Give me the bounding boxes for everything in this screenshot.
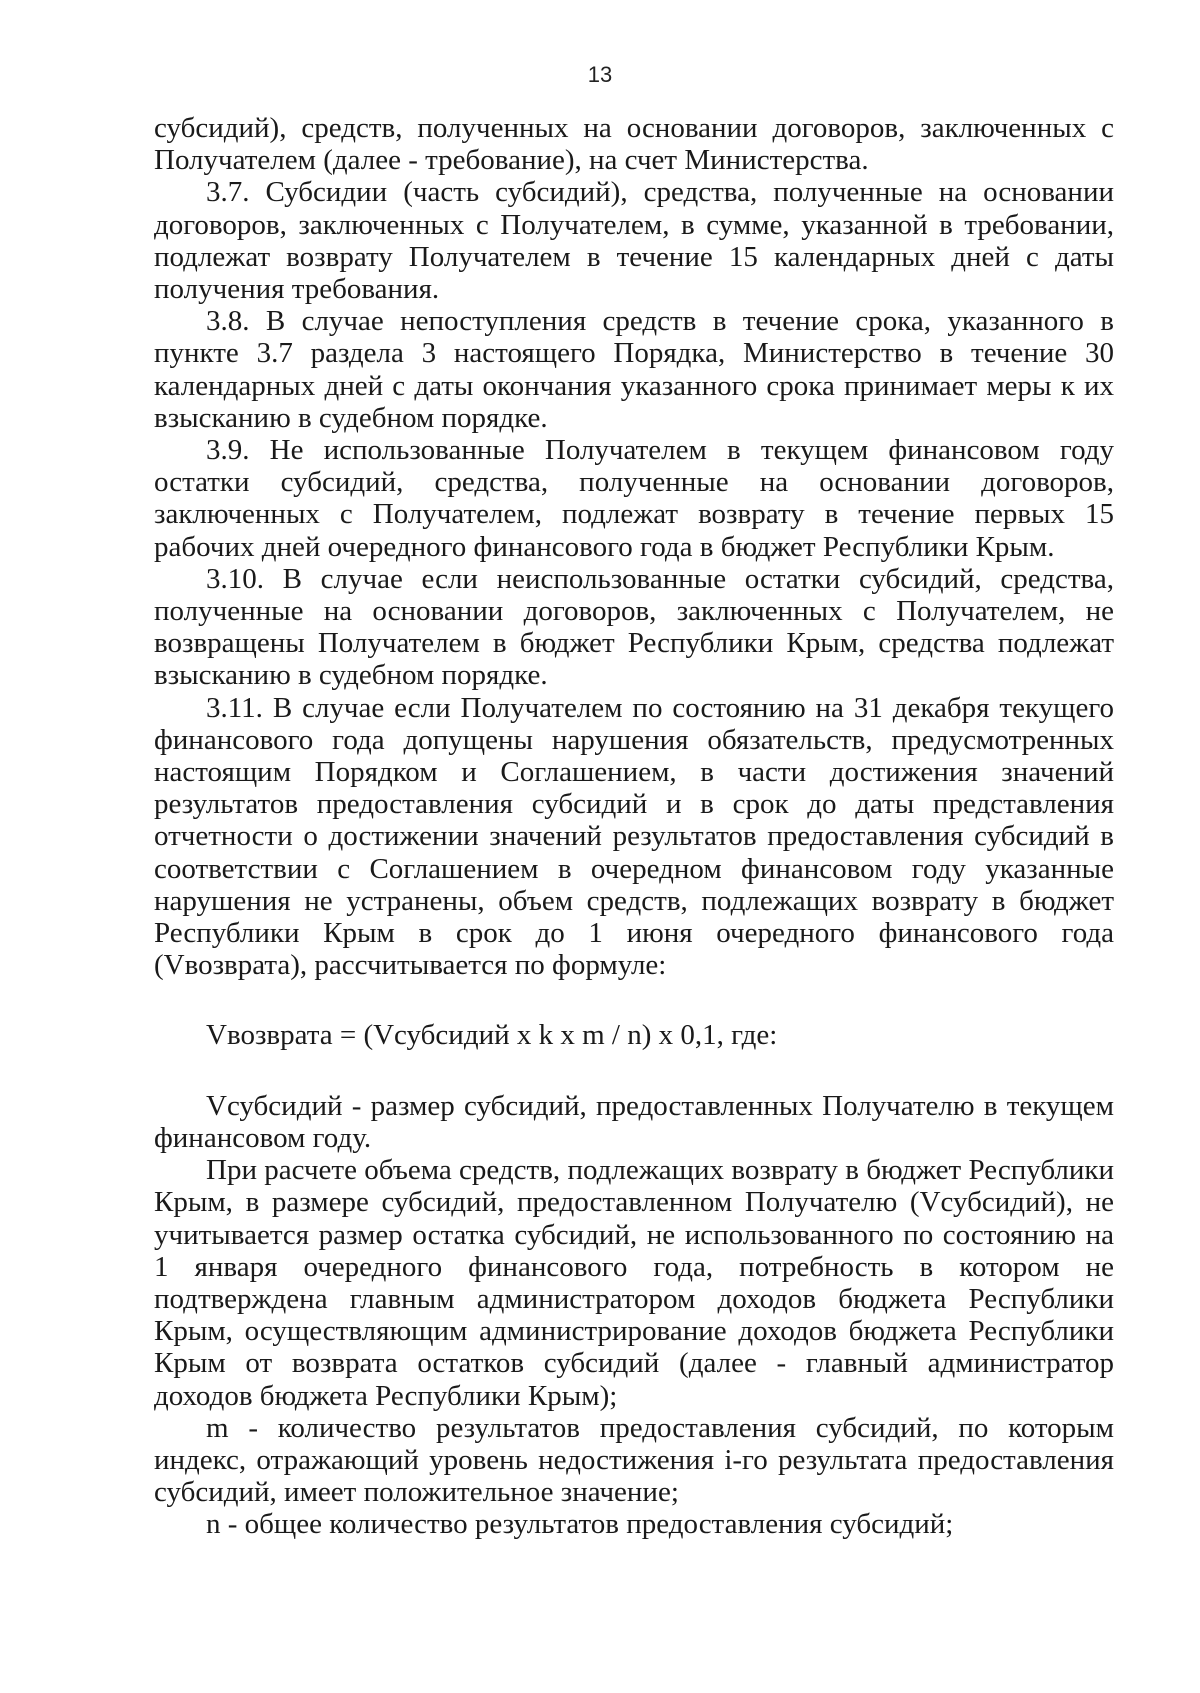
return-formula: Vвозврата = (Vсубсидий x k x m / n) x 0,1, где:	[206, 1019, 778, 1052]
paragraph-3-11: 3.11. В случае если Получателем по состоянию на 31 декабря текущего финансового года допущены нарушения обязательств, предусмотренных настоящим Порядком и Соглашением, в части достижения значений результатов предоставления субсидий и в срок до даты представления отчетности о достижении значений результатов предоставления субсидий в соответствии с Соглашением в очередном финансовом году указанные нарушения не устранены, объем средств, подлежащих возврату в бюджет Республики Крым в срок до 1 июня очередного финансового года (Vвозврата), рассчитывается по формуле:	[154, 691, 1114, 982]
paragraph-3-10: 3.10. В случае если неиспользованные остатки субсидий, средства, полученные на основании договоров, заключенных с Получателем, не возвращены Получателем в бюджет Республики Крым, средства подлежат взысканию в судебном порядке.	[154, 562, 1114, 692]
paragraph-continuation: субсидий), средств, полученных на основании договоров, заключенных с Получателем (далее - требование), на счет Министерства.	[154, 112, 1114, 177]
document-body	[154, 112, 1114, 1541]
paragraph-3-8: 3.8. В случае непоступления средств в течение срока, указанного в пункте 3.7 раздела 3 настоящего Порядка, Министерство в течение 30 календарных дней с даты окончания указанного срока принимает меры к их взысканию в судебном порядке.	[154, 305, 1114, 434]
page-number: 13	[587, 62, 613, 87]
definition-v-subsidies: Vсубсидий - размер субсидий, предоставленных Получателю в текущем финансовом году.	[154, 1089, 1114, 1154]
definition-n: n - общее количество результатов предоставления субсидий;	[206, 1508, 954, 1541]
definition-m: m - количество результатов предоставления субсидий, по которым индекс, отражающий уровень недостижения i-го результата предоставления субсидий, имеет положительное значение;	[154, 1411, 1114, 1509]
paragraph-3-7: 3.7. Субсидии (часть субсидий), средства, полученные на основании договоров, заключенных с Получателем, в сумме, указанной в требовании, подлежат возврату Получателем в течение 15 календарных дней с даты получения требования.	[154, 176, 1114, 306]
definition-calculation-note: При расчете объема средств, подлежащих возврату в бюджет Республики Крым, в размере субсидий, предоставленном Получателю (Vсубсидий), не учитывается размер остатка субсидий, не использованного по состоянию на 1 января очередного финансового года, потребность в котором не подтверждена главным администратором доходов бюджета Республики Крым, осуществляющим администрирование доходов бюджета Республики Крым от возврата остатков субсидий (далее - главный администратор доходов бюджета Республики Крым);	[154, 1154, 1114, 1412]
paragraph-3-9: 3.9. Не использованные Получателем в текущем финансовом году остатки субсидий, средства, полученные на основании договоров, заключенных с Получателем, подлежат возврату в течение первых 15 рабочих дней очередного финансового года в бюджет Республики Крым.	[154, 434, 1114, 563]
